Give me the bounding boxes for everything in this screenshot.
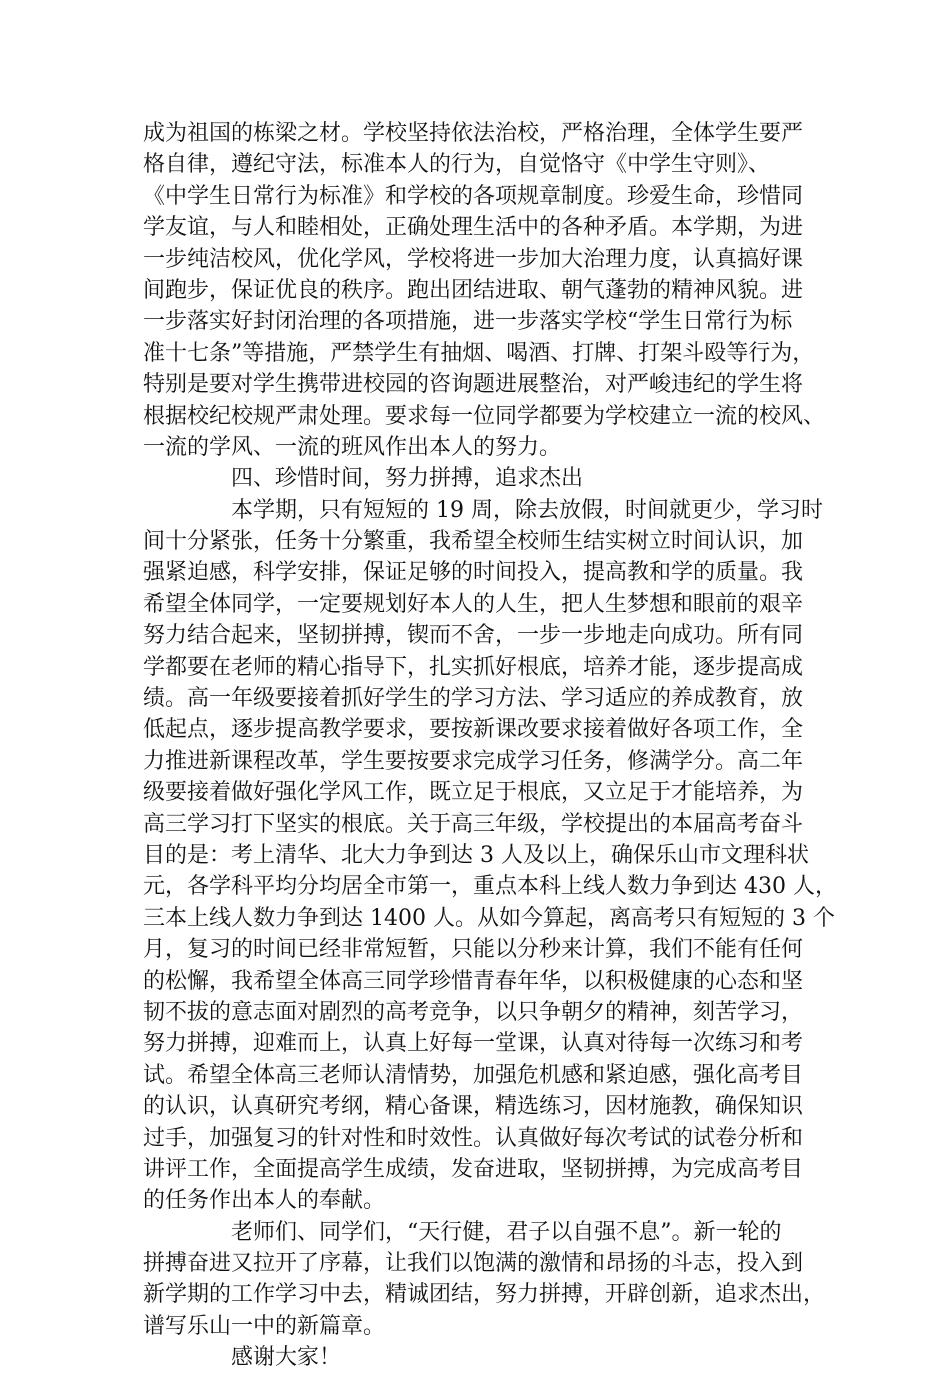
text-line: 一步纯洁校风，优化学风，学校将进一步加大治理力度，认真搞好课 [143, 246, 804, 272]
paragraph-start: 老师们、同学们，“天行健，君子以自强不息”。新一轮的 [231, 1219, 782, 1245]
text-line: 间十分紧张，任务十分繁重，我希望全校师生结实树立时间认识，加 [143, 529, 804, 555]
text-line: 级要接着做好强化学风工作，既立足于根底，又立足于才能培养，为 [143, 780, 804, 806]
document-body [143, 118, 837, 1374]
text-line: 试。希望全体高三老师认清情势，加强危机感和紧迫感，强化高考目 [143, 1062, 804, 1088]
text-line: 的任务作出本人的奉献。 [143, 1188, 386, 1214]
text-line: 的松懈，我希望全体高三同学珍惜青春年华，以积极健康的心态和坚 [143, 968, 804, 994]
text-line: 《中学生日常行为标准》和学校的各项规章制度。珍爱生命，珍惜同 [143, 183, 804, 209]
text-line: 目的是：考上清华、北大力争到达 3 人及以上，确保乐山市文理科状 [143, 842, 809, 868]
text-line: 三本上线人数力争到达 1400 人。从如今算起，离高考只有短短的 3 个 [143, 905, 835, 931]
text-line: 月，复习的时间已经非常短暂，只能以分秒来计算，我们不能有任何 [143, 937, 804, 963]
closing-thanks: 感谢大家！ [231, 1345, 342, 1371]
text-line: 学都要在老师的精心指导下，扎实抓好根底，培养才能，逐步提高成 [143, 654, 804, 680]
section-heading: 四、珍惜时间，努力拼搏，追求杰出 [231, 466, 584, 492]
text-line: 希望全体同学，一定要规划好本人的人生，把人生梦想和眼前的艰辛 [143, 591, 804, 617]
text-line: 一步落实好封闭治理的各项措施，进一步落实学校“学生日常行为标 [143, 309, 793, 335]
text-line: 谱写乐山一中的新篇章。 [143, 1313, 386, 1339]
text-line: 讲评工作，全面提高学生成绩，发奋进取，坚韧拼搏，为完成高考目 [143, 1156, 804, 1182]
text-line: 根据校纪校规严肃处理。要求每一位同学都要为学校建立一流的校风、 [143, 403, 826, 429]
text-line: 绩。高一年级要接着抓好学生的学习方法、学习适应的养成教育，放 [143, 686, 804, 712]
text-line: 力推进新课程改革，学生要按要求完成学习任务，修满学分。高二年 [143, 748, 804, 774]
text-line: 特别是要对学生携带进校园的咨询题进展整治，对严峻违纪的学生将 [143, 372, 804, 398]
text-line: 努力结合起来，坚韧拼搏，锲而不舍，一步一步地走向成功。所有同 [143, 623, 804, 649]
text-line: 强紧迫感，科学安排，保证足够的时间投入，提高教和学的质量。我 [143, 560, 804, 586]
text-line: 学友谊，与人和睦相处，正确处理生活中的各种矛盾。本学期，为进 [143, 215, 804, 241]
text-line: 拼搏奋进又拉开了序幕，让我们以饱满的激情和昂扬的斗志，投入到 [143, 1251, 804, 1277]
text-line: 成为祖国的栋梁之材。学校坚持依法治校，严格治理，全体学生要严 [143, 121, 804, 146]
text-line: 高三学习打下坚实的根底。关于高三年级，学校提出的本届高考奋斗 [143, 811, 804, 837]
text-line: 新学期的工作学习中去，精诚团结，努力拼搏，开辟创新，追求杰出， [143, 1282, 826, 1308]
text-line: 格自律，遵纪守法，标准本人的行为，自觉恪守《中学生守则》、 [143, 152, 771, 178]
text-line: 元，各学科平均分均居全市第一，重点本科上线人数力争到达 430 人， [143, 874, 837, 900]
text-line: 努力拼搏，迎难而上，认真上好每一堂课，认真对待每一次练习和考 [143, 1031, 804, 1057]
text-line: 一流的学风、一流的班风作出本人的努力。 [143, 434, 562, 460]
text-line: 韧不拔的意志面对剧烈的高考竞争，以只争朝夕的精神，刻苦学习， [143, 999, 804, 1025]
text-line: 间跑步，保证优良的秩序。跑出团结进取、朝气蓬勃的精神风貌。进 [143, 277, 804, 303]
paragraph-start: 本学期，只有短短的 19 周，除去放假，时间就更少，学习时 [231, 497, 823, 523]
text-line: 的认识，认真研究考纲，精心备课，精选练习，因材施教，确保知识 [143, 1094, 804, 1120]
text-line: 低起点，逐步提高教学要求，要按新课改要求接着做好各项工作，全 [143, 717, 804, 743]
text-line: 准十七条”等措施，严禁学生有抽烟、喝酒、打牌、打架斗殴等行为， [143, 340, 815, 366]
text-line: 过手，加强复习的针对性和时效性。认真做好每次考试的试卷分析和 [143, 1125, 804, 1151]
